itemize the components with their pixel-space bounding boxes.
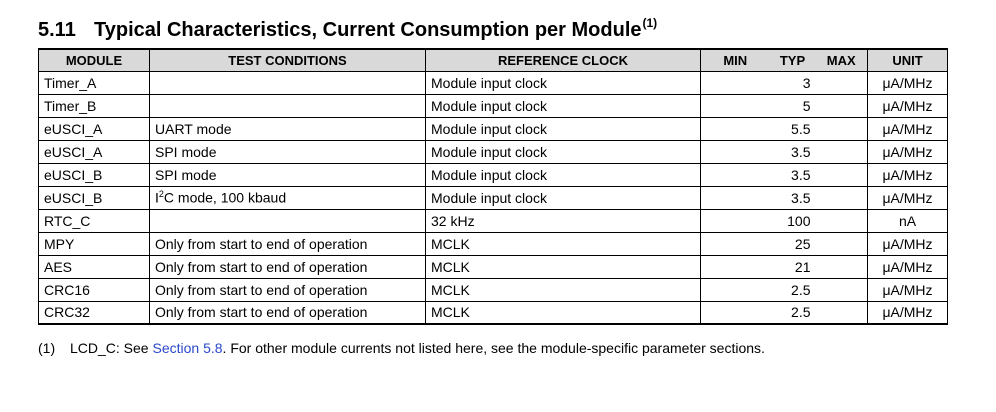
cell-min bbox=[701, 255, 770, 278]
cell-module: RTC_C bbox=[39, 209, 150, 232]
cell-unit: μA/MHz bbox=[868, 71, 948, 94]
cell-test-conditions bbox=[150, 163, 426, 186]
table-row bbox=[39, 163, 948, 186]
cell-max bbox=[816, 255, 868, 278]
test-conditions-text: SPI mode bbox=[155, 143, 217, 160]
cell-unit: μA/MHz bbox=[868, 301, 948, 324]
footnote-suffix: . For other module currents not listed here, see the module-specific parameter sections. bbox=[222, 340, 765, 356]
cell-reference-clock: Module input clock bbox=[426, 163, 701, 186]
cell-min bbox=[701, 163, 770, 186]
footnote bbox=[38, 340, 765, 356]
cell-test-conditions bbox=[150, 71, 426, 94]
cell-module: MPY bbox=[39, 232, 150, 255]
cell-unit: μA/MHz bbox=[868, 94, 948, 117]
cell-module: CRC32 bbox=[39, 301, 150, 324]
table-row bbox=[39, 117, 948, 140]
cell-unit: μA/MHz bbox=[868, 117, 948, 140]
cell-max bbox=[816, 232, 868, 255]
table-row bbox=[39, 71, 948, 94]
table-row bbox=[39, 301, 948, 324]
test-conditions-superscript: 2 bbox=[158, 189, 164, 200]
cell-module: eUSCI_B bbox=[39, 163, 150, 186]
cell-max bbox=[816, 301, 868, 324]
table-row bbox=[39, 232, 948, 255]
cell-min bbox=[701, 71, 770, 94]
cell-typ: 2.5 bbox=[770, 301, 816, 324]
cell-min bbox=[701, 186, 770, 209]
cell-min bbox=[701, 117, 770, 140]
cell-typ: 3.5 bbox=[770, 140, 816, 163]
cell-module: eUSCI_A bbox=[39, 117, 150, 140]
test-conditions-rest: C mode, 100 kbaud bbox=[163, 189, 287, 206]
cell-test-conditions bbox=[150, 209, 426, 232]
cell-typ: 3.5 bbox=[770, 186, 816, 209]
header-max: MAX bbox=[816, 49, 868, 71]
cell-module: AES bbox=[39, 255, 150, 278]
footnote-prefix: LCD_C: See bbox=[70, 340, 153, 356]
header-test-conditions: TEST CONDITIONS bbox=[150, 49, 426, 71]
cell-max bbox=[816, 140, 868, 163]
cell-unit: μA/MHz bbox=[868, 186, 948, 209]
table-row bbox=[39, 255, 948, 278]
cell-min bbox=[701, 140, 770, 163]
cell-reference-clock: MCLK bbox=[426, 301, 701, 324]
section-number: 5.11 bbox=[38, 19, 76, 41]
footnote-mark: (1) bbox=[38, 340, 56, 356]
cell-unit: μA/MHz bbox=[868, 232, 948, 255]
cell-reference-clock: Module input clock bbox=[426, 94, 701, 117]
table-row bbox=[39, 278, 948, 301]
cell-test-conditions bbox=[150, 255, 426, 278]
cell-unit: nA bbox=[868, 209, 948, 232]
test-conditions-text: UART mode bbox=[155, 120, 232, 137]
cell-module: Timer_A bbox=[39, 71, 150, 94]
header-reference-clock: REFERENCE CLOCK bbox=[426, 49, 701, 71]
cell-max bbox=[816, 278, 868, 301]
cell-min bbox=[701, 209, 770, 232]
cell-module: Timer_B bbox=[39, 94, 150, 117]
cell-typ: 5 bbox=[770, 94, 816, 117]
table-row bbox=[39, 186, 948, 209]
cell-max bbox=[816, 209, 868, 232]
section-title-text: Typical Characteristics, Current Consumption per Module bbox=[94, 19, 642, 41]
cell-module: CRC16 bbox=[39, 278, 150, 301]
cell-reference-clock: MCLK bbox=[426, 232, 701, 255]
table-row bbox=[39, 94, 948, 117]
test-conditions-text: Only from start to end of operation bbox=[155, 258, 368, 275]
cell-test-conditions bbox=[150, 94, 426, 117]
cell-test-conditions bbox=[150, 301, 426, 324]
cell-min bbox=[701, 278, 770, 301]
cell-unit: μA/MHz bbox=[868, 140, 948, 163]
cell-reference-clock: Module input clock bbox=[426, 140, 701, 163]
cell-typ: 25 bbox=[770, 232, 816, 255]
cell-typ: 2.5 bbox=[770, 278, 816, 301]
header-unit: UNIT bbox=[868, 49, 948, 71]
title-footnote-ref[interactable]: (1) bbox=[642, 16, 658, 30]
cell-unit: μA/MHz bbox=[868, 163, 948, 186]
current-consumption-table bbox=[38, 48, 948, 325]
cell-test-conditions bbox=[150, 186, 426, 209]
test-conditions-text: Only from start to end of operation bbox=[155, 235, 368, 252]
cell-reference-clock: MCLK bbox=[426, 255, 701, 278]
cell-unit: μA/MHz bbox=[868, 278, 948, 301]
cell-typ: 100 bbox=[770, 209, 816, 232]
header-min: MIN bbox=[701, 49, 770, 71]
cell-max bbox=[816, 163, 868, 186]
cell-module: eUSCI_A bbox=[39, 140, 150, 163]
cell-max bbox=[816, 94, 868, 117]
cell-typ: 5.5 bbox=[770, 117, 816, 140]
cell-test-conditions bbox=[150, 117, 426, 140]
table-header-row bbox=[39, 49, 948, 71]
cell-min bbox=[701, 232, 770, 255]
cell-test-conditions bbox=[150, 232, 426, 255]
cell-max bbox=[816, 71, 868, 94]
cell-test-conditions bbox=[150, 278, 426, 301]
section-link[interactable]: Section 5.8 bbox=[152, 340, 223, 356]
cell-typ: 3.5 bbox=[770, 163, 816, 186]
cell-min bbox=[701, 301, 770, 324]
test-conditions-text: Only from start to end of operation bbox=[155, 304, 368, 321]
cell-module: eUSCI_B bbox=[39, 186, 150, 209]
cell-typ: 3 bbox=[770, 71, 816, 94]
test-conditions-text: SPI mode bbox=[155, 166, 217, 183]
section-title bbox=[38, 16, 657, 42]
test-conditions-text: Only from start to end of operation bbox=[155, 281, 368, 298]
header-typ: TYP bbox=[770, 49, 816, 71]
cell-reference-clock: 32 kHz bbox=[426, 209, 701, 232]
cell-max bbox=[816, 117, 868, 140]
cell-unit: μA/MHz bbox=[868, 255, 948, 278]
cell-reference-clock: Module input clock bbox=[426, 71, 701, 94]
table-body bbox=[39, 71, 948, 324]
cell-test-conditions bbox=[150, 140, 426, 163]
cell-reference-clock: Module input clock bbox=[426, 186, 701, 209]
cell-typ: 21 bbox=[770, 255, 816, 278]
table-row bbox=[39, 140, 948, 163]
table-row bbox=[39, 209, 948, 232]
header-module: MODULE bbox=[39, 49, 150, 71]
cell-reference-clock: MCLK bbox=[426, 278, 701, 301]
test-conditions-text: I bbox=[155, 189, 159, 206]
cell-min bbox=[701, 94, 770, 117]
cell-reference-clock: Module input clock bbox=[426, 117, 701, 140]
cell-max bbox=[816, 186, 868, 209]
